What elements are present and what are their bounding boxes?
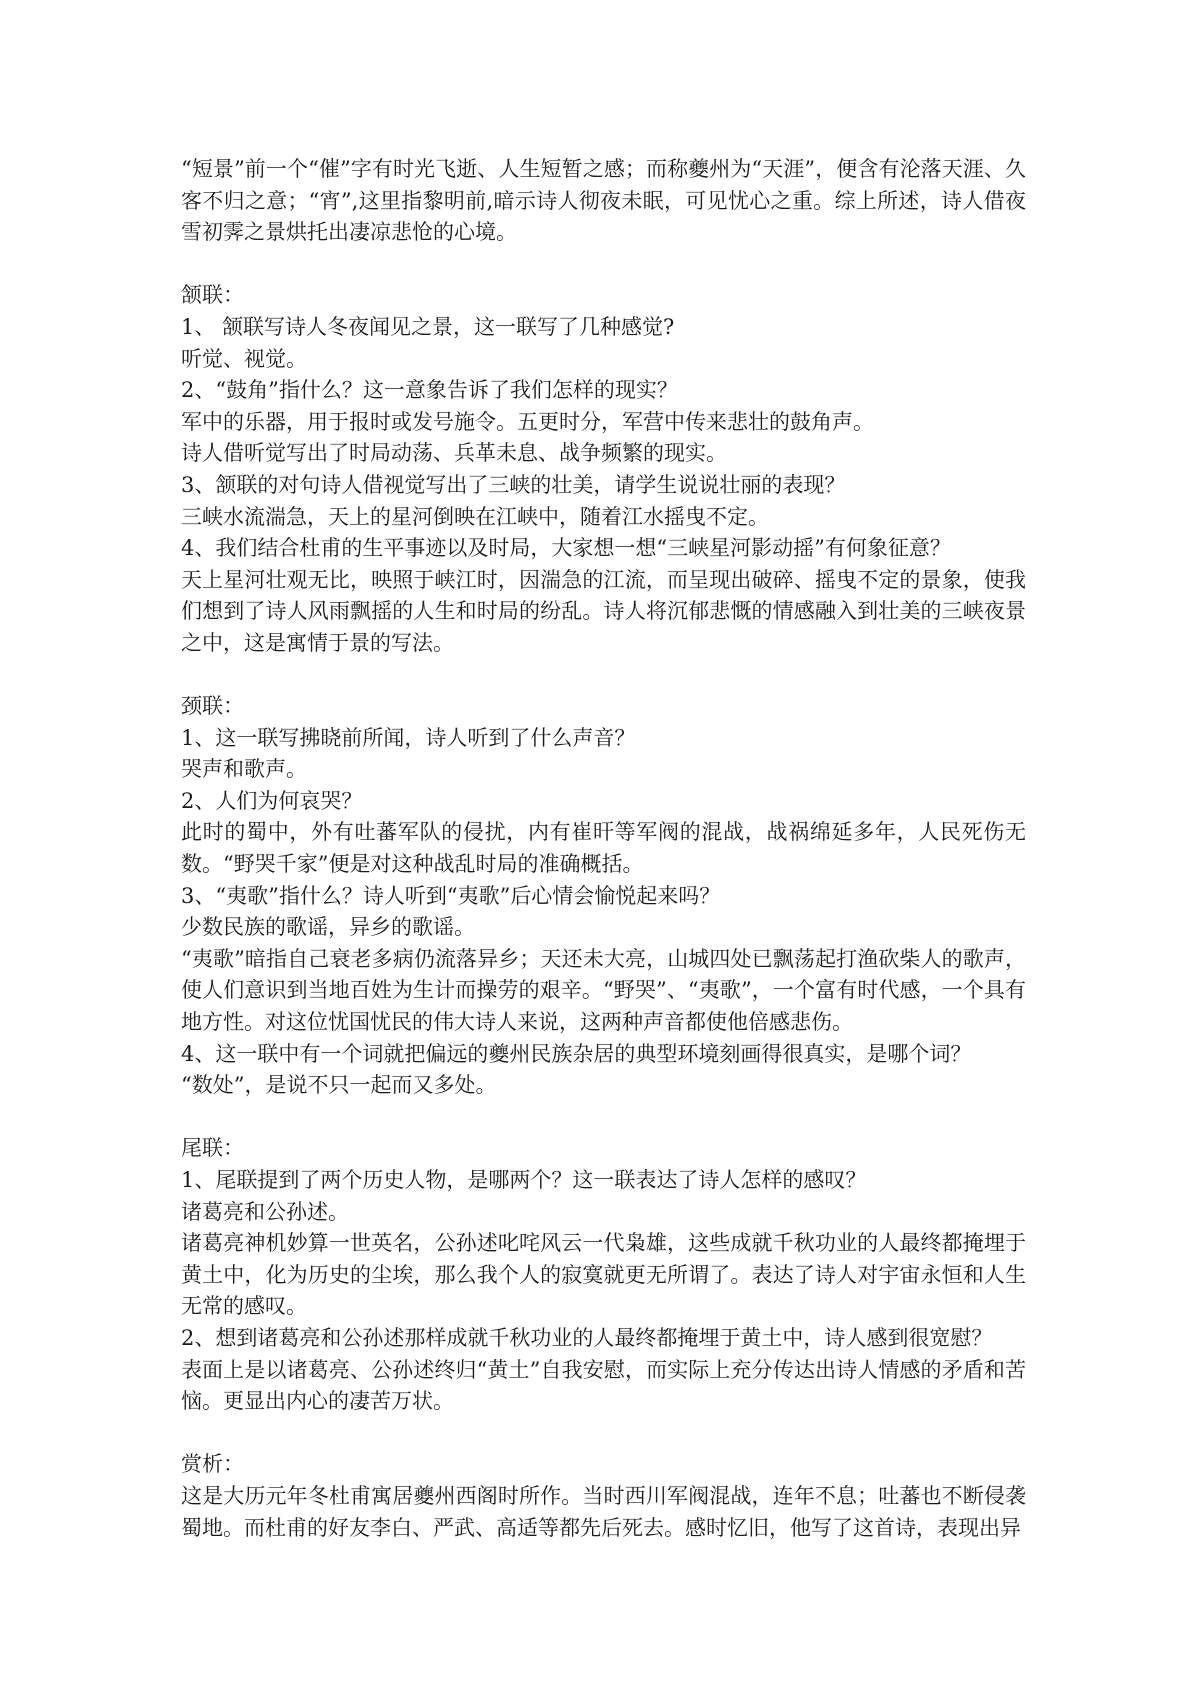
weilian-answer-2: 表面上是以诸葛亮、公孙述终归“黄土”自我安慰，而实际上充分传达出诗人情感的矛盾和苦恼。更显出内心的凄苦万状。 xyxy=(181,1357,1026,1414)
hanlian-question-4: 4、我们结合杜甫的生平事迹以及时局，大家想一想“三峡星河影动摇”有何象征意？ xyxy=(181,536,951,561)
section-heading-jinglian: 颈联： xyxy=(181,694,244,719)
section-heading-weilian: 尾联： xyxy=(181,1136,244,1161)
jinglian-answer-4: “数处”，是说不只一起而又多处。 xyxy=(181,1073,497,1098)
document-body xyxy=(181,154,1026,1544)
hanlian-question-1: 1、 颔联写诗人冬夜闻见之景，这一联写了几种感觉? xyxy=(181,314,675,339)
weilian-question-1: 1、尾联提到了两个历史人物，是哪两个？这一联表达了诗人怎样的感叹？ xyxy=(181,1168,867,1192)
hanlian-answer-3: 三峡水流湍急，天上的星河倒映在江峡中，随着江水摇曳不定。 xyxy=(181,504,769,529)
jinglian-answer-1: 哭声和歌声。 xyxy=(181,757,307,782)
intro-paragraph: “短景”前一个“催”字有时光飞逝、人生短暂之感；而称夔州为“天涯”，便含有沦落天涯、久客不归之意；“宵”,这里指黎明前,暗示诗人彻夜未眠，可见忧心之重。综上所述，诗人借夜雪初霁之景烘托出凄凉悲怆的心境。 xyxy=(181,157,1026,245)
section-heading-shangxi: 赏析： xyxy=(181,1452,244,1477)
jinglian-question-4: 4、这一联中有一个词就把偏远的夔州民族杂居的典型环境刻画得很真实，是哪个词？ xyxy=(181,1041,972,1066)
paragraph-gap xyxy=(181,1418,1026,1450)
jinglian-question-1: 1、这一联写拂晓前所闻，诗人听到了什么声音？ xyxy=(181,725,636,750)
hanlian-answer-2b: 诗人借听觉写出了时局动荡、兵革未息、战争频繁的现实。 xyxy=(181,441,727,466)
hanlian-question-2: 2、“鼓角”指什么？这一意象告诉了我们怎样的现实？ xyxy=(181,378,678,403)
weilian-answer-1a: 诸葛亮和公孙述。 xyxy=(181,1199,349,1224)
section-heading-hanlian: 颔联： xyxy=(181,283,244,308)
jinglian-answer-2: 此时的蜀中，外有吐蕃军队的侵扰，内有崔旰等军阀的混战，战祸绵延多年，人民死伤无数。“野哭千家”便是对这种战乱时局的准确概括。 xyxy=(181,820,1026,877)
hanlian-answer-2a: 军中的乐器，用于报时或发号施令。五更时分，军营中传来悲壮的鼓角声。 xyxy=(181,409,874,434)
hanlian-answer-4: 天上星河壮观无比，映照于峡江时，因湍急的江流，而呈现出破碎、摇曳不定的景象，使我们想到了诗人风雨飘摇的人生和时局的纷乱。诗人将沉郁悲慨的情感融入到壮美的三峡夜景之中，这是寓情于景的写法。 xyxy=(181,567,1026,655)
weilian-question-2: 2、想到诸葛亮和公孙述那样成就千秋功业的人最终都掩埋于黄土中，诗人感到很宽慰？ xyxy=(181,1325,993,1350)
hanlian-answer-1: 听觉、视觉。 xyxy=(181,346,307,371)
paragraph-gap xyxy=(181,249,1026,281)
jinglian-question-2: 2、人们为何哀哭？ xyxy=(181,788,363,813)
jinglian-answer-3b: “夷歌”暗指自己衰老多病仍流落异乡；天还未大亮，山城四处已飘荡起打渔砍柴人的歌声，使人们意识到当地百姓为生计而操劳的艰辛。“野哭”、“夷歌”，一个富有时代感，一个具有地方性。对这位忧国忧民的伟大诗人来说，这两种声音都使他倍感悲伤。 xyxy=(181,946,1026,1035)
paragraph-gap xyxy=(181,1102,1026,1134)
jinglian-answer-3a: 少数民族的歌谣，异乡的歌谣。 xyxy=(181,915,475,940)
jinglian-question-3: 3、“夷歌”指什么？诗人听到“夷歌”后心情会愉悦起来吗？ xyxy=(181,883,721,908)
paragraph-gap xyxy=(181,660,1026,692)
shangxi-paragraph: 这是大历元年冬杜甫寓居夔州西阁时所作。当时西川军阀混战，连年不息；吐蕃也不断侵袭蜀地。而杜甫的好友李白、严武、高适等都先后死去。感时忆旧，他写了这首诗，表现出异 xyxy=(181,1483,1026,1540)
weilian-answer-1b: 诸葛亮神机妙算一世英名，公孙述叱咤风云一代枭雄，这些成就千秋功业的人最终都掩埋于黄土中，化为历史的尘埃，那么我个人的寂寞就更无所谓了。表达了诗人对宇宙永恒和人生无常的感叹。 xyxy=(181,1231,1026,1319)
hanlian-question-3: 3、颔联的对句诗人借视觉写出了三峡的壮美，请学生说说壮丽的表现？ xyxy=(181,472,846,497)
